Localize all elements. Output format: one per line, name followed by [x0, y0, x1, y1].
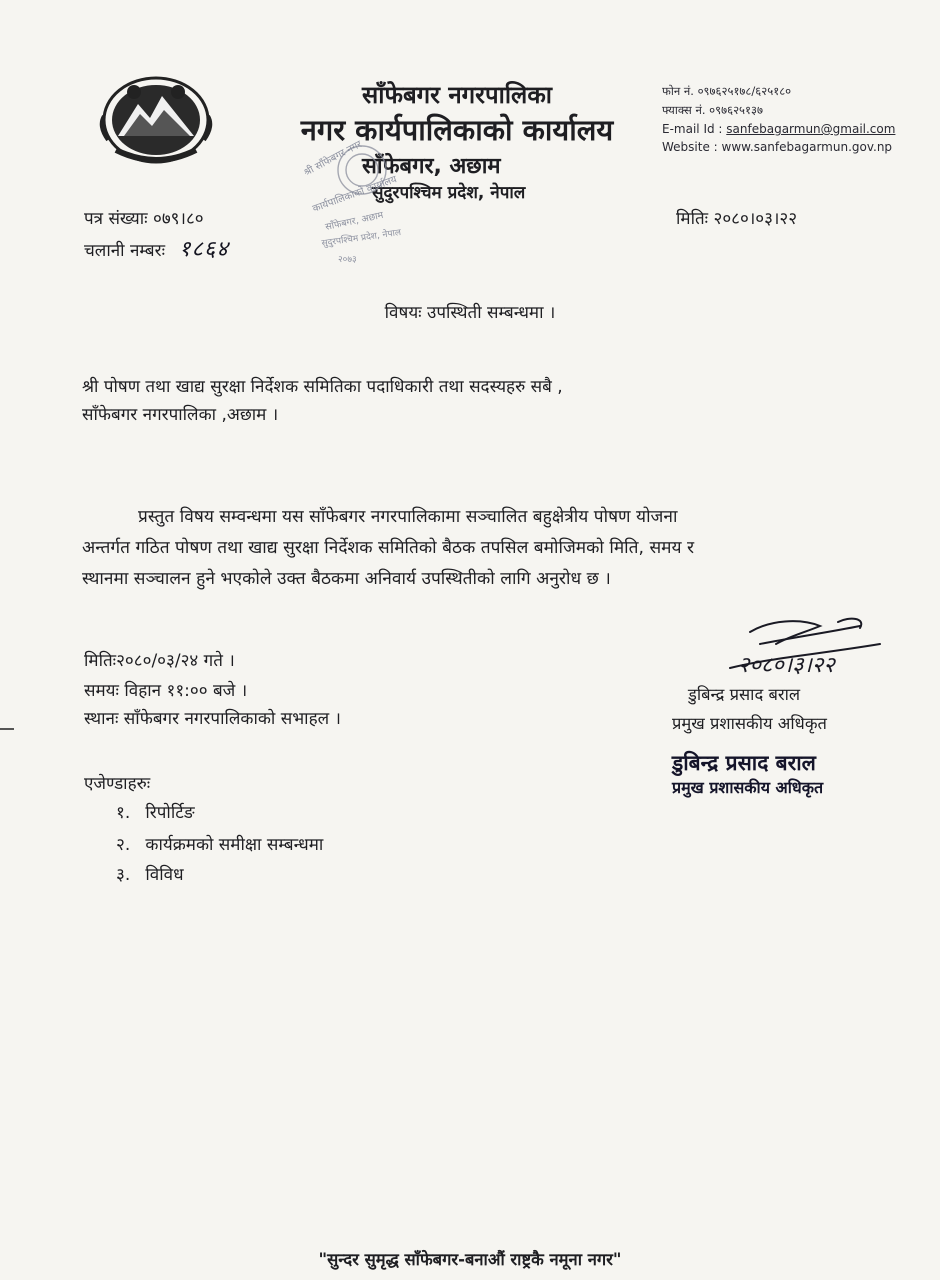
body-line-1: प्रस्तुत विषय सम्वन्धमा यस साँफेबगर नगरपालिकामा सञ्चालित बहुक्षेत्रीय पोषण योजना [138, 507, 678, 527]
stamp-text-3: साँफेबगर, अछाम [324, 209, 385, 233]
office-stamp [288, 130, 438, 270]
addressee-line-1: श्री पोषण तथा खाद्य सुरक्षा निर्देशक समितिका पदाधिकारी तथा सदस्यहरु सबै , [82, 377, 563, 397]
margin-mark [0, 728, 14, 730]
office-name: नगर कार्यपालिकाको कार्यालय [300, 113, 614, 147]
body-paragraph [82, 502, 860, 595]
agenda-item-text: कार्यक्रमको समीक्षा सम्बन्धमा [145, 835, 324, 855]
dispatch-number-label: चलानी नम्बरः [84, 241, 166, 261]
municipality-name: साँफेबगर नगरपालिका [362, 81, 552, 109]
website-label: Website : [662, 140, 718, 154]
meeting-date: मितिः२०८०/०३/२४ गते । [84, 651, 235, 671]
nepal-government-emblem-icon [94, 66, 218, 166]
letter-date: मितिः २०८०।०३।२२ [676, 209, 798, 229]
phone-number: फोन नं. ०९७६२५१७८/६२५१८० [662, 84, 792, 98]
subject-line: विषयः उपस्थिती सम्बन्धमा । [384, 303, 556, 323]
stamp-text-2: कार्यपालिकाको कार्यालय [311, 174, 399, 215]
agenda-item-number: १. [116, 803, 131, 823]
fax-number: फ्याक्स नं. ०९७६२५१३७ [662, 103, 763, 117]
signer-name: डुबिन्द्र प्रसाद बराल [688, 685, 801, 704]
signature-date: २०८०।३।२२ [738, 653, 835, 678]
email-line [662, 122, 895, 136]
meeting-venue: स्थानः साँफेबगर नगरपालिकाको सभाहल । [84, 709, 341, 729]
town-name: साँफेबगर, अछाम [362, 154, 501, 179]
website-line [662, 140, 892, 154]
province-name: सुदुरपश्चिम प्रदेश, नेपाल [372, 183, 526, 203]
signer-title: प्रमुख प्रशासकीय अधिकृत [672, 714, 827, 733]
letter-number: पत्र संख्याः ०७९।८० [84, 209, 204, 229]
dispatch-number-handwritten: १८६४ [179, 237, 229, 262]
stamp-text-1: श्री साँफेबगर नगर [302, 138, 364, 179]
agenda-heading: एजेण्डाहरुः [84, 774, 151, 794]
agenda-item-number: ३. [116, 865, 131, 885]
agenda-item-text: रिपोर्टिङ [145, 803, 195, 823]
website-link[interactable]: www.sanfebagarmun.gov.np [721, 140, 893, 154]
agenda-item [116, 862, 184, 885]
body-line-2: अन्तर्गत गठित पोषण तथा खाद्य सुरक्षा निर्देशक समितिको बैठक तपसिल बमोजिमको मिति, समय र [82, 538, 695, 558]
footer-motto: "सुन्दर सुमृद्ध साँफेबगर-बनाऔं राष्ट्रकै नमूना नगर" [318, 1250, 622, 1269]
agenda-item [116, 832, 323, 855]
agenda-item [116, 800, 195, 823]
handwritten-signature [710, 614, 890, 682]
email-link[interactable]: sanfebagarmun@gmail.com [726, 122, 896, 136]
name-stamp: डुबिन्द्र प्रसाद बराल [672, 751, 816, 775]
email-label: E-mail Id : [662, 122, 723, 136]
agenda-item-number: २. [116, 835, 131, 855]
dispatch-number-line [84, 233, 229, 263]
meeting-time: समयः विहान ११:०० बजे । [84, 681, 248, 701]
stamp-text-4: सुदुरपश्चिम प्रदेश, नेपाल [321, 227, 402, 249]
body-line-3: स्थानमा सञ्चालन हुने भएकोले उक्त बैठकमा अनिवार्य उपस्थितीको लागि अनुरोध छ । [82, 569, 611, 589]
title-stamp: प्रमुख प्रशासकीय अधिकृत [672, 778, 824, 797]
addressee-line-2: साँफेबगर नगरपालिका ,अछाम । [82, 405, 279, 425]
agenda-item-text: विविध [145, 865, 184, 885]
stamp-text-5: २०७३ [338, 255, 357, 265]
